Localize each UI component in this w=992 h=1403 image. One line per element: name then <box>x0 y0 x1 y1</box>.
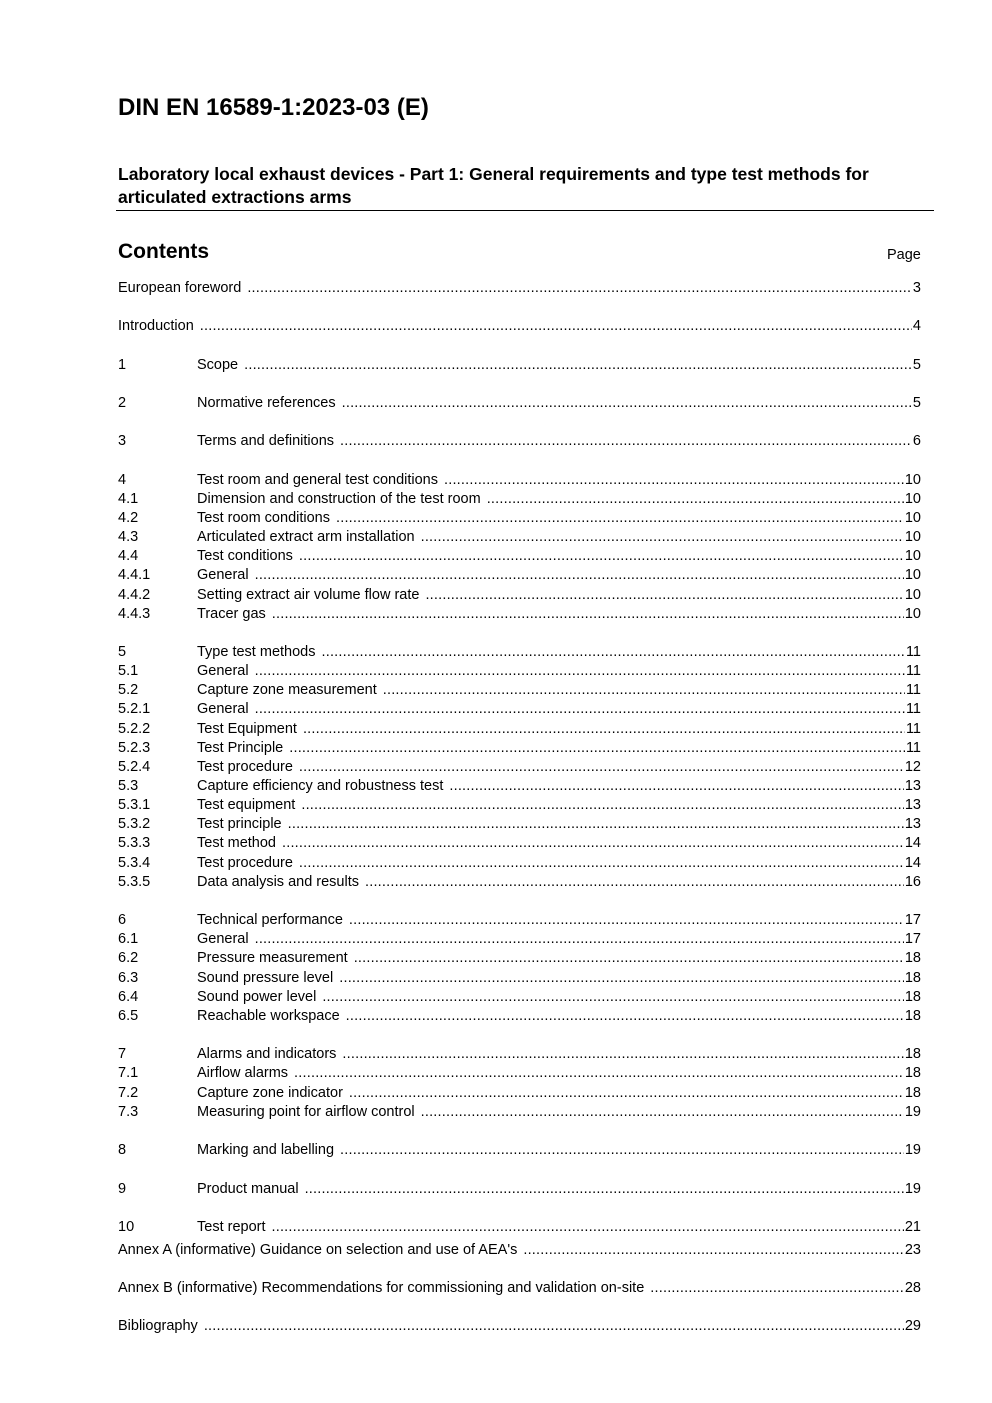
toc-page-number: 17 <box>904 912 921 928</box>
toc-section-number: 4.3 <box>118 529 139 545</box>
toc-section-number: 6.5 <box>118 1008 139 1024</box>
toc-page-number: 23 <box>904 1242 921 1258</box>
toc-section-number: 6 <box>118 912 127 928</box>
toc-dot-leader <box>247 280 912 296</box>
toc-page-number: 11 <box>905 740 921 756</box>
toc-section-title: Test Principle <box>197 740 284 756</box>
toc-section-title: Annex A (informative) Guidance on selection and use of AEA's <box>118 1242 518 1258</box>
toc-dot-leader <box>449 778 903 794</box>
toc-section-title: Data analysis and results <box>197 874 359 890</box>
toc-dot-leader <box>336 510 904 526</box>
toc-dot-leader <box>354 950 904 966</box>
toc-entry[interactable] <box>118 280 921 300</box>
toc-section-number: 5.3.3 <box>118 835 151 851</box>
toc-section-title: Sound pressure level <box>197 970 334 986</box>
toc-dot-leader <box>299 855 904 871</box>
toc-dot-leader <box>349 1085 904 1101</box>
toc-dot-leader <box>244 357 912 373</box>
toc-entry[interactable] <box>118 472 921 492</box>
toc-section-title: Test principle <box>197 816 282 832</box>
toc-page-number: 10 <box>904 567 921 583</box>
toc-dot-leader <box>289 740 905 756</box>
toc-section-number: 10 <box>118 1219 135 1235</box>
document-title: DIN EN 16589-1:2023-03 (E) <box>118 94 429 121</box>
toc-section-title: Test procedure <box>197 759 293 775</box>
toc-section-title: General <box>197 701 249 717</box>
toc-entry[interactable] <box>118 816 921 836</box>
toc-page-number: 13 <box>904 797 921 813</box>
toc-dot-leader <box>299 548 904 564</box>
toc-section-number: 7.1 <box>118 1065 139 1081</box>
toc-dot-leader <box>255 567 904 583</box>
toc-section-title: Type test methods <box>197 644 316 660</box>
toc-entry[interactable] <box>118 1219 921 1239</box>
toc-page-number: 11 <box>905 701 921 717</box>
toc-section-number: 5.2.1 <box>118 701 151 717</box>
toc-section-title: Technical performance <box>197 912 343 928</box>
toc-entry[interactable] <box>118 1008 921 1028</box>
toc-page-number: 10 <box>904 529 921 545</box>
toc-entry[interactable] <box>118 701 921 721</box>
toc-section-title: Scope <box>197 357 239 373</box>
toc-dot-leader <box>346 1008 904 1024</box>
toc-section-number: 7 <box>118 1046 127 1062</box>
toc-entry[interactable] <box>118 1280 921 1300</box>
toc-page-number: 16 <box>904 874 921 890</box>
toc-page-number: 3 <box>912 280 921 296</box>
toc-page-number: 10 <box>904 510 921 526</box>
toc-entry[interactable] <box>118 912 921 932</box>
toc-entry[interactable] <box>118 682 921 702</box>
toc-dot-leader <box>322 989 904 1005</box>
toc-entry[interactable] <box>118 587 921 607</box>
toc-section-title: Test method <box>197 835 276 851</box>
toc-section-number: 8 <box>118 1142 127 1158</box>
contents-heading: Contents <box>118 240 209 263</box>
toc-dot-leader <box>487 491 904 507</box>
toc-section-title: General <box>197 663 249 679</box>
toc-entry[interactable] <box>118 1318 921 1338</box>
toc-dot-leader <box>425 587 903 603</box>
toc-page-number: 11 <box>905 682 921 698</box>
toc-section-number: 6.4 <box>118 989 139 1005</box>
toc-section-number: 4.1 <box>118 491 139 507</box>
toc-section-number: 5.2.3 <box>118 740 151 756</box>
toc-entry[interactable] <box>118 395 921 415</box>
toc-dot-leader <box>272 606 904 622</box>
toc-entry[interactable] <box>118 663 921 683</box>
toc-page-number: 19 <box>904 1181 921 1197</box>
toc-section-number: 5.3.5 <box>118 874 151 890</box>
toc-page-number: 18 <box>904 970 921 986</box>
toc-section-title: European foreword <box>118 280 242 296</box>
toc-page-number: 14 <box>904 855 921 871</box>
toc-page-number: 28 <box>904 1280 921 1296</box>
toc-page-number: 12 <box>904 759 921 775</box>
toc-section-number: 5.3.2 <box>118 816 151 832</box>
toc-dot-leader <box>340 433 912 449</box>
toc-page-number: 11 <box>905 721 921 737</box>
toc-entry[interactable] <box>118 740 921 760</box>
toc-dot-leader <box>255 663 905 679</box>
toc-section-title: Test room and general test conditions <box>197 472 438 488</box>
toc-section-title: Capture efficiency and robustness test <box>197 778 444 794</box>
toc-section-title: Pressure measurement <box>197 950 348 966</box>
toc-entry[interactable] <box>118 529 921 549</box>
toc-page-number: 19 <box>904 1104 921 1120</box>
toc-section-title: Marking and labelling <box>197 1142 335 1158</box>
toc-section-title: Measuring point for airflow control <box>197 1104 415 1120</box>
toc-page-number: 21 <box>904 1219 921 1235</box>
toc-entry[interactable] <box>118 778 921 798</box>
toc-dot-leader <box>301 797 904 813</box>
toc-section-title: Alarms and indicators <box>197 1046 337 1062</box>
toc-section-number: 5.3.4 <box>118 855 151 871</box>
toc-entry[interactable] <box>118 1242 921 1262</box>
toc-page-number: 18 <box>904 1008 921 1024</box>
toc-dot-leader <box>421 529 904 545</box>
toc-section-number: 4.4.3 <box>118 606 151 622</box>
toc-dot-leader <box>421 1104 904 1120</box>
toc-entry[interactable] <box>118 567 921 587</box>
toc-page-number: 18 <box>904 1065 921 1081</box>
toc-page-number: 18 <box>904 1046 921 1062</box>
toc-dot-leader <box>200 318 912 334</box>
toc-entry[interactable] <box>118 721 921 741</box>
toc-section-number: 7.2 <box>118 1085 139 1101</box>
toc-page-number: 6 <box>912 433 921 449</box>
toc-section-title: Product manual <box>197 1181 299 1197</box>
toc-section-number: 4.4 <box>118 548 139 564</box>
toc-section-number: 4 <box>118 472 127 488</box>
toc-section-number: 5.1 <box>118 663 139 679</box>
toc-entry[interactable] <box>118 989 921 1009</box>
toc-page-number: 19 <box>904 1142 921 1158</box>
toc-dot-leader <box>342 395 912 411</box>
toc-page-number: 11 <box>905 663 921 679</box>
toc-section-title: Terms and definitions <box>197 433 335 449</box>
toc-section-number: 4.4.1 <box>118 567 151 583</box>
toc-page-number: 10 <box>904 491 921 507</box>
document-subtitle: Laboratory local exhaust devices - Part 1: General requirements and type test methods for articulated extractions arms <box>118 164 869 207</box>
toc-entry[interactable] <box>118 1065 921 1085</box>
toc-section-number: 5.2.4 <box>118 759 151 775</box>
toc-section-title: Bibliography <box>118 1318 198 1334</box>
toc-section-title: Test report <box>197 1219 266 1235</box>
toc-dot-leader <box>339 970 904 986</box>
toc-entry[interactable] <box>118 797 921 817</box>
toc-page-number: 4 <box>912 318 921 334</box>
toc-entry[interactable] <box>118 1104 921 1124</box>
toc-section-number: 9 <box>118 1181 127 1197</box>
toc-entry[interactable] <box>118 835 921 855</box>
toc-section-number: 5.2 <box>118 682 139 698</box>
toc-entry[interactable] <box>118 644 921 664</box>
toc-dot-leader <box>444 472 904 488</box>
title-divider <box>116 210 934 211</box>
toc-dot-leader <box>288 816 904 832</box>
toc-dot-leader <box>365 874 904 890</box>
toc-section-title: Airflow alarms <box>197 1065 289 1081</box>
toc-section-title: Test Equipment <box>197 721 297 737</box>
toc-dot-leader <box>303 721 905 737</box>
toc-section-title: Setting extract air volume flow rate <box>197 587 420 603</box>
toc-entry[interactable] <box>118 1046 921 1066</box>
toc-section-number: 4.4.2 <box>118 587 151 603</box>
toc-dot-leader <box>383 682 905 698</box>
toc-page-number: 14 <box>904 835 921 851</box>
toc-section-title: Test conditions <box>197 548 293 564</box>
toc-section-number: 5 <box>118 644 127 660</box>
toc-section-number: 5.3 <box>118 778 139 794</box>
toc-section-title: Reachable workspace <box>197 1008 340 1024</box>
toc-page-number: 18 <box>904 950 921 966</box>
toc-dot-leader <box>321 644 904 660</box>
toc-dot-leader <box>523 1242 904 1258</box>
toc-entry[interactable] <box>118 759 921 779</box>
toc-section-title: Capture zone indicator <box>197 1085 343 1101</box>
toc-section-title: Test equipment <box>197 797 296 813</box>
toc-entry[interactable] <box>118 433 921 453</box>
toc-dot-leader <box>305 1181 904 1197</box>
toc-dot-leader <box>340 1142 904 1158</box>
toc-section-title: General <box>197 931 249 947</box>
toc-entry[interactable] <box>118 548 921 568</box>
toc-entry[interactable] <box>118 491 921 511</box>
toc-section-number: 6.2 <box>118 950 139 966</box>
toc-section-number: 6.3 <box>118 970 139 986</box>
toc-page-number: 10 <box>904 548 921 564</box>
toc-dot-leader <box>272 1219 904 1235</box>
toc-dot-leader <box>299 759 904 775</box>
toc-section-title: Sound power level <box>197 989 317 1005</box>
toc-entry[interactable] <box>118 318 921 338</box>
toc-section-title: Test room conditions <box>197 510 330 526</box>
toc-section-number: 4.2 <box>118 510 139 526</box>
toc-page-number: 18 <box>904 1085 921 1101</box>
toc-page-number: 5 <box>912 395 921 411</box>
toc-entry[interactable] <box>118 1085 921 1105</box>
toc-dot-leader <box>282 835 904 851</box>
toc-entry[interactable] <box>118 855 921 875</box>
toc-section-title: Dimension and construction of the test room <box>197 491 481 507</box>
toc-entry[interactable] <box>118 950 921 970</box>
toc-section-title: Introduction <box>118 318 194 334</box>
toc-entry[interactable] <box>118 1142 921 1162</box>
toc-entry[interactable] <box>118 606 921 626</box>
toc-page-number: 29 <box>904 1318 921 1334</box>
toc-dot-leader <box>342 1046 903 1062</box>
toc-page-number: 5 <box>912 357 921 373</box>
toc-entry[interactable] <box>118 931 921 951</box>
toc-page-number: 11 <box>905 644 921 660</box>
toc-dot-leader <box>650 1280 904 1296</box>
toc-section-number: 7.3 <box>118 1104 139 1120</box>
toc-page-number: 13 <box>904 778 921 794</box>
toc-entry[interactable] <box>118 970 921 990</box>
toc-section-number: 5.2.2 <box>118 721 151 737</box>
toc-section-title: Normative references <box>197 395 336 411</box>
toc-entry[interactable] <box>118 510 921 530</box>
toc-page-number: 17 <box>904 931 921 947</box>
toc-page-number: 10 <box>904 472 921 488</box>
toc-page-number: 18 <box>904 989 921 1005</box>
toc-page-number: 13 <box>904 816 921 832</box>
toc-dot-leader <box>255 931 904 947</box>
toc-section-number: 1 <box>118 357 127 373</box>
toc-section-title: Tracer gas <box>197 606 266 622</box>
toc-section-title: Test procedure <box>197 855 293 871</box>
toc-section-number: 3 <box>118 433 127 449</box>
toc-section-number: 5.3.1 <box>118 797 151 813</box>
toc-page-number: 10 <box>904 587 921 603</box>
toc-section-title: Articulated extract arm installation <box>197 529 415 545</box>
toc-entry[interactable] <box>118 357 921 377</box>
toc-dot-leader <box>349 912 904 928</box>
toc-section-title: Capture zone measurement <box>197 682 377 698</box>
toc-section-title: General <box>197 567 249 583</box>
toc-dot-leader <box>255 701 905 717</box>
toc-page-number: 10 <box>904 606 921 622</box>
page-column-label: Page <box>887 247 921 263</box>
toc-section-title: Annex B (informative) Recommendations for commissioning and validation on-site <box>118 1280 645 1296</box>
toc-dot-leader <box>294 1065 904 1081</box>
toc-section-number: 2 <box>118 395 127 411</box>
toc-dot-leader <box>204 1318 904 1334</box>
toc-entry[interactable] <box>118 1181 921 1201</box>
toc-entry[interactable] <box>118 874 921 894</box>
toc-section-number: 6.1 <box>118 931 139 947</box>
